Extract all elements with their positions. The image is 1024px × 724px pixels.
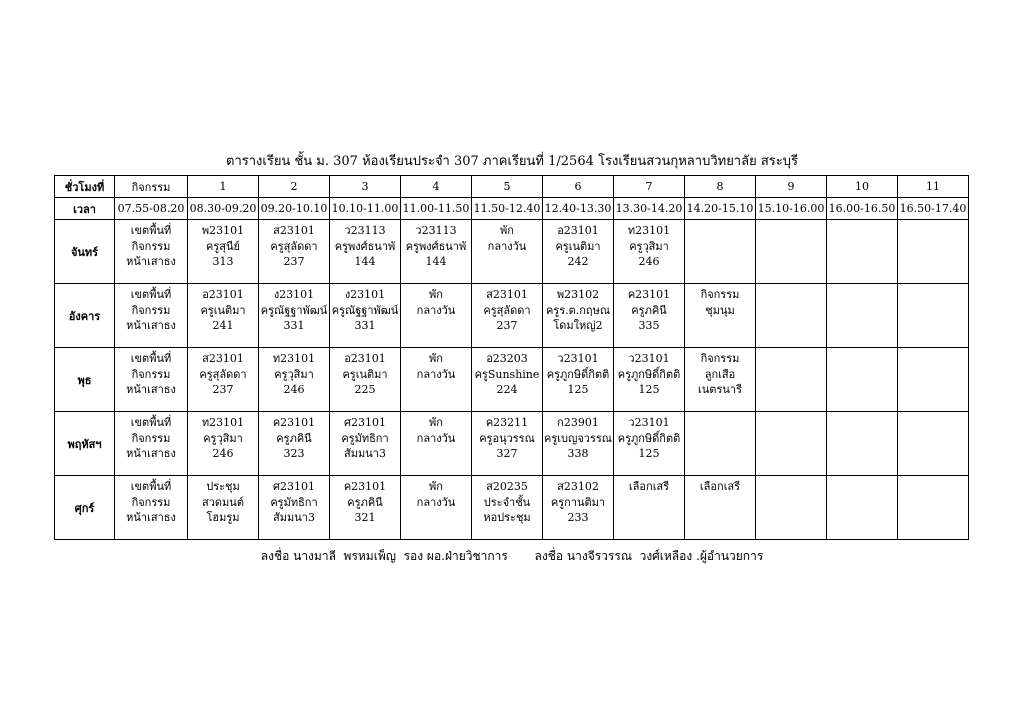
header-cell-period: ชั่วโมงที่ (55, 176, 115, 198)
class-cell (543, 284, 614, 348)
day-name: ศุกร์ (55, 476, 115, 540)
class-cell-line: ศ23101 (273, 480, 315, 493)
class-cell (259, 476, 330, 540)
class-cell (188, 220, 259, 284)
time-cell: 07.55-08.20 (115, 198, 188, 220)
class-cell-line: พัก (429, 480, 443, 493)
class-cell-line: พัก (429, 352, 443, 365)
class-cell-line: พ23102 (556, 288, 600, 301)
class-cell-line: ครูพงศ์ธนาพั (334, 239, 396, 253)
class-cell-line: 246 (638, 255, 660, 268)
class-cell-line: ครูภคินี (347, 495, 383, 509)
class-cell (401, 348, 472, 412)
class-cell-line: ค23101 (627, 288, 671, 301)
empty-cell (756, 220, 827, 284)
class-cell (115, 284, 188, 348)
day-row (55, 284, 969, 348)
class-cell-line: ครูพงศ์ธนาพั (405, 239, 467, 253)
time-row (55, 198, 969, 220)
class-cell (472, 220, 543, 284)
class-cell-line: พ23101 (201, 224, 245, 237)
empty-cell (827, 220, 898, 284)
time-cell: 16.00-16.50 (827, 198, 898, 220)
class-cell (330, 220, 401, 284)
class-cell-line: 241 (212, 319, 234, 332)
day-row (55, 348, 969, 412)
time-cell: 11.50-12.40 (472, 198, 543, 220)
header-cell: กิจกรรม (115, 176, 188, 198)
class-cell-line: หน้าเสาธง (126, 319, 176, 332)
header-cell: 8 (685, 176, 756, 198)
class-cell-line: อ23203 (486, 352, 528, 365)
class-cell-line: ลูกเสือ (704, 367, 736, 381)
class-cell-line: กิจกรรม (131, 303, 171, 317)
class-cell-line: เนตรนารี (698, 383, 742, 396)
class-cell (115, 476, 188, 540)
class-cell-line: 323 (283, 447, 305, 460)
class-cell-line: ครูภูกษิดิ์กิตติ (546, 367, 610, 381)
empty-cell (756, 412, 827, 476)
class-cell-line: ว23101 (628, 352, 670, 365)
class-cell-line: ครูณัฐฐาพัฒน์ (260, 303, 328, 317)
class-cell (259, 412, 330, 476)
class-cell-line: 242 (567, 255, 589, 268)
class-cell-line: โฮมรูม (206, 511, 240, 524)
class-cell-line: 237 (212, 383, 234, 396)
class-cell (401, 284, 472, 348)
class-cell-line: ครูเนติมา (342, 367, 388, 381)
class-cell-line: 237 (496, 319, 518, 332)
class-cell-line: 327 (496, 447, 518, 460)
class-cell-line: 225 (354, 383, 376, 396)
class-cell-line: ง23101 (344, 288, 386, 301)
class-cell (259, 284, 330, 348)
class-cell-line: โดมใหญ่2 (553, 319, 603, 332)
class-cell-line: ว23101 (557, 352, 599, 365)
class-cell-line: หน้าเสาธง (126, 383, 176, 396)
header-cell: 7 (614, 176, 685, 198)
day-name: อังคาร (55, 284, 115, 348)
class-cell (543, 220, 614, 284)
class-cell (330, 284, 401, 348)
class-cell-line: ประชุม (206, 480, 240, 493)
class-cell-line: กิจกรรม (700, 288, 740, 301)
empty-cell (898, 284, 969, 348)
day-name: พฤหัสฯ (55, 412, 115, 476)
class-cell-line: ครูกานติมา (550, 495, 606, 509)
empty-cell (685, 412, 756, 476)
class-cell (188, 284, 259, 348)
class-cell-line: ง23101 (273, 288, 315, 301)
class-cell-line: เลือกเสรี (628, 480, 670, 493)
empty-cell (898, 348, 969, 412)
class-cell-line: ครูภคินี (631, 303, 667, 317)
class-cell-line: อ23101 (202, 288, 244, 301)
class-cell (472, 476, 543, 540)
class-cell-line: 331 (354, 319, 376, 332)
class-cell (401, 220, 472, 284)
class-cell-line: กิจกรรม (700, 352, 740, 365)
class-cell (543, 476, 614, 540)
class-cell (685, 476, 756, 540)
class-cell-line: เขตพื้นที่ (130, 288, 172, 301)
header-cell: 11 (898, 176, 969, 198)
class-cell (115, 412, 188, 476)
class-cell-line: กลางวัน (416, 367, 456, 381)
time-label: เวลา (55, 198, 115, 220)
class-cell-line: 338 (567, 447, 589, 460)
day-row (55, 476, 969, 540)
class-cell-line: ก23901 (557, 416, 599, 429)
class-cell-line: กิจกรรม (131, 495, 171, 509)
class-cell-line: 144 (354, 255, 376, 268)
header-cell: 3 (330, 176, 401, 198)
class-cell-line: ค23101 (343, 480, 387, 493)
empty-cell (827, 284, 898, 348)
class-cell-line: อ23101 (344, 352, 386, 365)
class-cell-line: 224 (496, 383, 518, 396)
class-cell-line: กิจกรรม (131, 367, 171, 381)
empty-cell (827, 348, 898, 412)
header-cell: 6 (543, 176, 614, 198)
class-cell-line: ครูเบญจวรรณ (543, 431, 613, 445)
header-cell: 10 (827, 176, 898, 198)
time-cell: 16.50-17.40 (898, 198, 969, 220)
class-cell-line: ครูวุสิมา (629, 239, 669, 253)
class-cell (472, 284, 543, 348)
class-cell-line: ครูร.ต.กฤษณ (545, 303, 611, 317)
class-cell-line: ว23101 (628, 416, 670, 429)
class-cell (188, 476, 259, 540)
class-cell (259, 220, 330, 284)
class-cell-line: ส23101 (486, 288, 528, 301)
class-cell-line: ส23102 (557, 480, 599, 493)
class-cell-line: ส23101 (202, 352, 244, 365)
class-cell-line: ครูวุสิมา (203, 431, 243, 445)
class-cell-line: เขตพื้นที่ (130, 480, 172, 493)
empty-cell (827, 476, 898, 540)
class-cell (330, 476, 401, 540)
signature-line: ลงชื่อ นางมาลี พรหมเพ็ญ รอง ผอ.ฝ่ายวิชาการ ลงชื่อ นางจีรวรรณ วงศ์เหลือง .ผู้อำนวยการ (260, 549, 764, 563)
empty-cell (898, 412, 969, 476)
class-cell-line: เขตพื้นที่ (130, 352, 172, 365)
class-cell (614, 412, 685, 476)
time-cell: 11.00-11.50 (401, 198, 472, 220)
class-cell (472, 348, 543, 412)
class-cell-line: 246 (283, 383, 305, 396)
class-cell (472, 412, 543, 476)
day-row (55, 412, 969, 476)
class-cell-line: เลือกเสรี (699, 480, 741, 493)
class-cell (543, 348, 614, 412)
class-cell (543, 412, 614, 476)
class-cell (115, 220, 188, 284)
class-cell-line: ครูอนุวรรณ (479, 431, 535, 445)
class-cell (330, 412, 401, 476)
class-cell-line: ท23101 (627, 224, 671, 237)
class-cell-line: กลางวัน (416, 431, 456, 445)
class-cell-line: ครูสุลัดดา (270, 239, 318, 253)
class-cell-line: กิจกรรม (131, 431, 171, 445)
class-cell-line: ส20235 (486, 480, 528, 493)
header-cell: 2 (259, 176, 330, 198)
class-cell (188, 348, 259, 412)
class-cell-line: ศ23101 (344, 416, 386, 429)
class-cell-line: กลางวัน (416, 303, 456, 317)
time-cell: 10.10-11.00 (330, 198, 401, 220)
empty-cell (898, 220, 969, 284)
class-cell-line: สวดมนต์ (202, 495, 244, 509)
class-cell-line: กิจกรรม (131, 239, 171, 253)
empty-cell (756, 476, 827, 540)
class-cell-line: 233 (567, 511, 589, 524)
class-cell (614, 348, 685, 412)
class-cell-line: 335 (638, 319, 660, 332)
class-cell-line: ประจำชั้น (483, 495, 531, 509)
class-cell-line: 125 (638, 383, 660, 396)
class-cell-line: พัก (429, 288, 443, 301)
class-cell-line: หอประชุม (483, 511, 531, 524)
class-cell-line: ครูSunshine (474, 367, 540, 381)
class-cell-line: ค23211 (485, 416, 529, 429)
class-cell-line: ท23101 (201, 416, 245, 429)
header-row (55, 176, 969, 198)
timetable (54, 175, 969, 540)
class-cell-line: 331 (283, 319, 305, 332)
class-cell-line: หน้าเสาธง (126, 255, 176, 268)
class-cell (115, 348, 188, 412)
class-cell-line: ครูภคินี (276, 431, 312, 445)
class-cell-line: ท23101 (272, 352, 316, 365)
class-cell-line: ว23113 (344, 224, 386, 237)
header-cell: 4 (401, 176, 472, 198)
class-cell-line: ครูภูกษิดิ์กิตติ (617, 431, 681, 445)
class-cell-line: ครูเนติมา (200, 303, 246, 317)
class-cell (685, 348, 756, 412)
header-cell: 1 (188, 176, 259, 198)
class-cell (401, 412, 472, 476)
class-cell-line: สัมมนา3 (273, 511, 315, 524)
class-cell-line: 144 (425, 255, 447, 268)
class-cell-line: เขตพื้นที่ (130, 416, 172, 429)
empty-cell (756, 284, 827, 348)
class-cell (259, 348, 330, 412)
class-cell-line: 125 (638, 447, 660, 460)
empty-cell (685, 220, 756, 284)
page-title: ตารางเรียน ชั้น ม. 307 ห้องเรียนประจำ 307 ภาคเรียนที่ 1/2564 โรงเรียนสวนกุหลาบวิทยาลัย สระบุรี (226, 154, 798, 169)
class-cell-line: อ23101 (557, 224, 599, 237)
class-cell-line: ชุมนุม (705, 303, 735, 317)
class-cell-line: ครูวุสิมา (274, 367, 314, 381)
class-cell-line: 313 (212, 255, 234, 268)
time-cell: 12.40-13.30 (543, 198, 614, 220)
class-cell (401, 476, 472, 540)
class-cell (614, 284, 685, 348)
class-cell (614, 476, 685, 540)
class-cell-line: 246 (212, 447, 234, 460)
class-cell (330, 348, 401, 412)
day-row (55, 220, 969, 284)
class-cell-line: ส23101 (273, 224, 315, 237)
class-cell-line: 125 (567, 383, 589, 396)
class-cell (188, 412, 259, 476)
class-cell-line: 321 (354, 511, 376, 524)
class-cell-line: ครูสุลัดดา (199, 367, 247, 381)
class-cell-line: เขตพื้นที่ (130, 224, 172, 237)
class-cell-line: พัก (500, 224, 514, 237)
empty-cell (827, 412, 898, 476)
header-cell: 5 (472, 176, 543, 198)
class-cell-line: กลางวัน (487, 239, 527, 253)
time-cell: 08.30-09.20 (188, 198, 259, 220)
class-cell-line: ครูมัทธิกา (341, 431, 389, 445)
time-cell: 09.20-10.10 (259, 198, 330, 220)
time-cell: 14.20-15.10 (685, 198, 756, 220)
class-cell-line: ว23113 (415, 224, 457, 237)
class-cell-line: ครูเนติมา (555, 239, 601, 253)
class-cell-line: พัก (429, 416, 443, 429)
class-cell-line: หน้าเสาธง (126, 447, 176, 460)
class-cell-line: กลางวัน (416, 495, 456, 509)
class-cell (614, 220, 685, 284)
time-cell: 13.30-14.20 (614, 198, 685, 220)
class-cell (685, 284, 756, 348)
day-name: พุธ (55, 348, 115, 412)
class-cell-line: ครูสุลัดดา (483, 303, 531, 317)
class-cell-line: ค23101 (272, 416, 316, 429)
time-cell: 15.10-16.00 (756, 198, 827, 220)
class-cell-line: สัมมนา3 (344, 447, 386, 460)
empty-cell (756, 348, 827, 412)
empty-cell (898, 476, 969, 540)
class-cell-line: ครูมัทธิกา (270, 495, 318, 509)
class-cell-line: 237 (283, 255, 305, 268)
day-name: จันทร์ (55, 220, 115, 284)
class-cell-line: หน้าเสาธง (126, 511, 176, 524)
class-cell-line: ครูณัฐฐาพัฒน์ (331, 303, 399, 317)
class-cell-line: ครูภูกษิดิ์กิตติ (617, 367, 681, 381)
class-cell-line: ครูสุนีย์ (206, 239, 240, 253)
header-cell: 9 (756, 176, 827, 198)
